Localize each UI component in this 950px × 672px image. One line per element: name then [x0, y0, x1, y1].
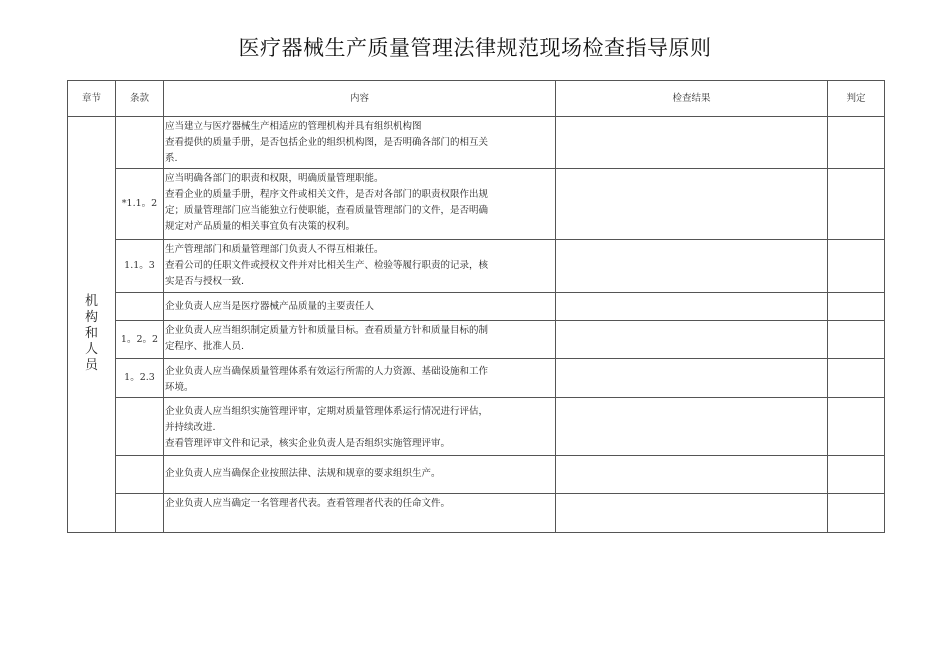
content-cell [164, 169, 556, 240]
judgement-cell[interactable] [828, 359, 885, 398]
result-cell[interactable] [556, 456, 828, 494]
result-cell[interactable] [556, 293, 828, 321]
judgement-cell[interactable] [828, 240, 885, 293]
judgement-cell[interactable] [828, 117, 885, 169]
content-line: 查看企业的质量手册，程序文件或相关文件，是否对各部门的职责权限作出规 [165, 189, 489, 200]
judgement-cell[interactable] [828, 494, 885, 533]
clause-cell [116, 494, 164, 533]
content-line: 定；质量管理部门应当能独立行使职能，查看质量管理部门的文件，是否明确 [165, 205, 489, 216]
judgement-cell[interactable] [828, 169, 885, 240]
table-row [68, 398, 885, 456]
content-line: 规定对产品质量的相关事宜负有决策的权利。 [165, 221, 356, 232]
result-cell[interactable] [556, 359, 828, 398]
clause-cell: *1.1。2 [116, 169, 164, 240]
content-cell [164, 321, 556, 359]
content-cell [164, 293, 556, 321]
judgement-cell[interactable] [828, 398, 885, 456]
table-row [68, 117, 885, 169]
clause-cell [116, 398, 164, 456]
clause-cell [116, 293, 164, 321]
content-line: 实是否与授权一致. [165, 276, 245, 287]
content-cell [164, 398, 556, 456]
result-cell[interactable] [556, 169, 828, 240]
judgement-cell[interactable] [828, 321, 885, 359]
clause-cell: 1。2。2 [116, 321, 164, 359]
result-cell[interactable] [556, 240, 828, 293]
chapter-label: 机构和人员 [84, 294, 98, 373]
result-cell[interactable] [556, 117, 828, 169]
header-content: 内容 [164, 81, 556, 117]
table-row [68, 169, 885, 240]
table-row [68, 293, 885, 321]
content-line: 企业负责人应当组织制定质量方针和质量目标。查看质量方针和质量目标的制 [165, 325, 489, 336]
table-row [68, 456, 885, 494]
header-judgement: 判定 [828, 81, 885, 117]
clause-cell: 1.1。3 [116, 240, 164, 293]
content-cell [164, 240, 556, 293]
table-header-row [68, 81, 885, 117]
content-line: 应当建立与医疗器械生产相适应的管理机构并具有组织机构图 [165, 121, 422, 132]
content-cell [164, 456, 556, 494]
content-line: 企业负责人应当确定一名管理者代表。查看管理者代表的任命文件。 [165, 498, 451, 509]
content-line: 应当明确各部门的职责和权限，明确质量管理职能。 [165, 173, 384, 184]
result-cell[interactable] [556, 398, 828, 456]
clause-cell: 1。2.3 [116, 359, 164, 398]
content-line: 定程序、批准人员. [165, 341, 245, 352]
content-line: 并持续改进. [165, 422, 216, 433]
result-cell[interactable] [556, 494, 828, 533]
content-line: 企业负责人应当是医疗器械产品质量的主要责任人 [165, 301, 375, 312]
header-clause: 条款 [116, 81, 164, 117]
judgement-cell[interactable] [828, 293, 885, 321]
table-row [68, 359, 885, 398]
header-chapter: 章节 [68, 81, 116, 117]
header-result: 检查结果 [556, 81, 828, 117]
content-cell [164, 117, 556, 169]
clause-cell [116, 456, 164, 494]
inspection-table [67, 80, 885, 533]
content-line: 企业负责人应当确保质量管理体系有效运行所需的人力资源、基础设施和工作 [165, 366, 489, 377]
content-line: 生产管理部门和质量管理部门负责人不得互相兼任。 [165, 244, 384, 255]
content-line: 环境。 [165, 382, 194, 393]
table-row [68, 494, 885, 533]
content-line: 查看管理评审文件和记录，核实企业负责人是否组织实施管理评审。 [165, 438, 451, 449]
content-line: 查看公司的任职文件或授权文件并对比相关生产、检验等履行职责的记录，核 [165, 260, 489, 271]
content-cell [164, 359, 556, 398]
table-row [68, 240, 885, 293]
content-cell [164, 494, 556, 533]
content-line: 企业负责人应当确保企业按照法律、法规和规章的要求组织生产。 [165, 468, 441, 479]
content-line: 企业负责人应当组织实施管理评审，定期对质量管理体系运行情况进行评估， [165, 406, 489, 417]
judgement-cell[interactable] [828, 456, 885, 494]
content-line: 查看提供的质量手册，是否包括企业的组织机构图，是否明确各部门的相互关 [165, 137, 489, 148]
clause-cell [116, 117, 164, 169]
result-cell[interactable] [556, 321, 828, 359]
chapter-cell [68, 117, 116, 533]
table-row [68, 321, 885, 359]
document-title: 医疗器械生产质量管理法律规范现场检查指导原则 [238, 36, 712, 60]
content-line: 系. [165, 153, 178, 164]
